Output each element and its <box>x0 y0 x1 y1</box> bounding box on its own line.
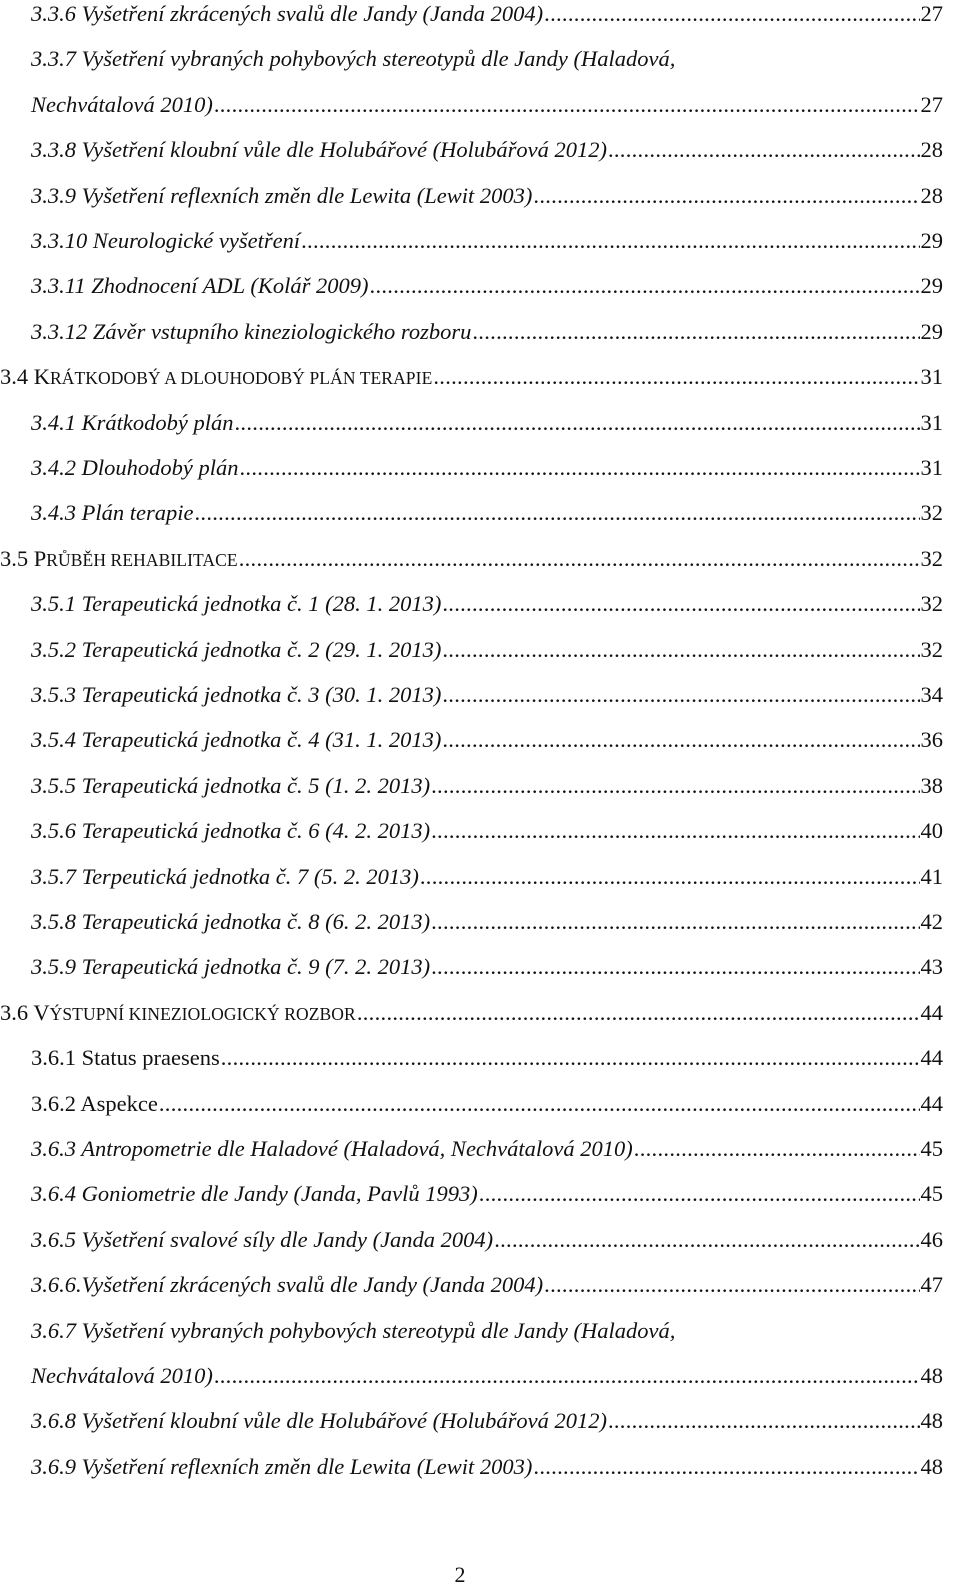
dot-leader <box>214 90 920 120</box>
toc-entry[interactable] <box>31 862 943 892</box>
toc-page-number: 32 <box>920 636 943 662</box>
toc-entry-title: 3.6.9 Vyšetření reflexních změn dle Lewita (Lewit 2003) <box>31 1453 533 1479</box>
toc-page-number: 36 <box>920 727 943 753</box>
toc-page-number: 27 <box>920 1 943 26</box>
section-title-smallcaps: RŮBĚH REHABILITACE <box>46 549 238 570</box>
dot-leader <box>634 1134 920 1164</box>
toc-entry[interactable] <box>31 0 943 29</box>
dot-leader <box>533 181 919 211</box>
toc-entry-title: 3.5.7 Terpeutická jednotka č. 7 (5. 2. 2013) <box>31 863 419 889</box>
dot-leader <box>194 498 919 528</box>
dot-leader <box>431 771 919 801</box>
dot-leader <box>472 317 919 347</box>
toc-entry-title: 3.3.8 Vyšetření kloubní vůle dle Holubářové (Holubářová 2012) <box>31 137 607 163</box>
toc-entry[interactable] <box>31 680 943 710</box>
toc-entry-title <box>0 998 356 1029</box>
section-initial: P <box>33 545 47 571</box>
toc-entry-title: 3.3.10 Neurologické vyšetření <box>31 228 301 253</box>
toc-page-number: 32 <box>920 545 943 571</box>
toc-entry-title: 3.4.1 Krátkodobý plán <box>31 409 234 435</box>
section-title-smallcaps: RÁTKODOBÝ A DLOUHODOBÝ PLÁN TERAPIE <box>50 368 433 389</box>
toc-page-number: 44 <box>920 999 943 1025</box>
toc-entry[interactable] <box>31 907 943 937</box>
toc-entry[interactable] <box>31 1270 943 1300</box>
dot-leader <box>442 725 919 755</box>
toc-entry[interactable] <box>31 952 943 982</box>
toc-entry-title: 3.3.7 Vyšetření vybraných pohybových stereotypů dle Jandy (Haladová, <box>31 46 676 72</box>
toc-entry-title: 3.5.8 Terapeutická jednotka č. 8 (6. 2. 2013) <box>31 909 431 934</box>
toc-page-number: 29 <box>920 273 943 299</box>
page-number: 2 <box>454 1562 466 1587</box>
dot-leader <box>431 907 919 937</box>
toc-page-number: 31 <box>920 364 943 390</box>
toc-entry[interactable] <box>0 544 943 574</box>
toc-entry-title: 3.5.9 Terapeutická jednotka č. 9 (7. 2. 2013) <box>31 954 431 980</box>
toc-entry-title: 3.6.7 Vyšetření vybraných pohybových stereotypů dle Jandy (Haladová, <box>31 1317 676 1343</box>
toc-entry[interactable] <box>31 135 943 165</box>
dot-leader <box>608 135 920 165</box>
toc-entry-title: Nechvátalová 2010) <box>31 91 213 117</box>
toc-entry-title <box>0 544 238 575</box>
section-initial: K <box>33 364 50 390</box>
toc-entry-title: 3.6.3 Antropometrie dle Haladové (Haladová, Nechvátalová 2010) <box>31 1136 633 1161</box>
toc-entry[interactable] <box>0 362 943 392</box>
toc-page-number: 28 <box>920 182 943 208</box>
dot-leader <box>544 0 919 29</box>
toc-page-number: 48 <box>920 1408 943 1434</box>
toc-page-number: 27 <box>920 91 943 117</box>
toc-entry-title: 3.6.8 Vyšetření kloubní vůle dle Holubářové (Holubářová 2012) <box>31 1408 607 1434</box>
dot-leader <box>431 816 919 846</box>
dot-leader <box>221 1043 920 1073</box>
toc-entry[interactable] <box>31 44 943 74</box>
section-title-smallcaps: ÝSTUPNÍ KINEZIOLOGICKÝ ROZBOR <box>49 1003 356 1024</box>
toc-page-number: 45 <box>920 1136 943 1161</box>
toc-page-number: 45 <box>920 1181 943 1207</box>
toc-entry-title: 3.5.1 Terapeutická jednotka č. 1 (28. 1. 2013) <box>31 591 442 617</box>
toc-entry-title: 3.3.12 Závěr vstupního kineziologického rozboru <box>31 318 472 344</box>
dot-leader <box>442 680 919 710</box>
toc-entry[interactable] <box>31 1179 943 1209</box>
toc-page-number: 47 <box>920 1272 943 1298</box>
toc-page-number: 40 <box>920 818 943 844</box>
toc-entry-title: 3.4.3 Plán terapie <box>31 500 194 526</box>
section-number: 3.5 <box>0 545 34 571</box>
toc-page-number: 38 <box>920 772 943 798</box>
toc-entry[interactable] <box>31 317 943 347</box>
dot-leader <box>420 862 920 892</box>
toc-page-number: 29 <box>920 318 943 344</box>
dot-leader <box>159 1089 920 1119</box>
toc-entry[interactable] <box>31 408 943 438</box>
toc-entry[interactable] <box>0 998 943 1028</box>
toc-entry[interactable] <box>31 771 943 801</box>
toc-entry-title: 3.5.3 Terapeutická jednotka č. 3 (30. 1. 2013) <box>31 682 442 707</box>
toc-entry[interactable] <box>31 1225 943 1255</box>
toc-entry[interactable] <box>31 498 943 528</box>
toc-entry[interactable] <box>31 271 943 301</box>
dot-leader <box>239 544 920 574</box>
dot-leader <box>235 408 920 438</box>
toc-page-number: 28 <box>920 137 943 163</box>
toc-entry-title: Nechvátalová 2010) <box>31 1363 213 1388</box>
dot-leader <box>479 1179 920 1209</box>
toc-entry-title: 3.6.5 Vyšetření svalové síly dle Jandy (Janda 2004) <box>31 1226 494 1252</box>
toc-entry[interactable] <box>31 1406 943 1436</box>
toc-page-number: 46 <box>920 1226 943 1252</box>
dot-leader <box>370 271 920 301</box>
dot-leader <box>533 1452 919 1482</box>
toc-entry[interactable] <box>31 589 943 619</box>
toc-entry-title: 3.5.6 Terapeutická jednotka č. 6 (4. 2. 2013) <box>31 818 431 844</box>
toc-entry[interactable] <box>31 181 943 211</box>
toc-entry[interactable] <box>31 1316 943 1346</box>
dot-leader <box>442 589 919 619</box>
dot-leader <box>240 453 920 483</box>
toc-entry[interactable] <box>31 816 943 846</box>
dot-leader <box>442 635 919 665</box>
toc-page-number: 41 <box>920 863 943 889</box>
dot-leader <box>301 226 919 256</box>
toc-entry[interactable] <box>31 90 943 120</box>
toc-page-number: 34 <box>920 682 943 707</box>
toc-entry[interactable] <box>31 725 943 755</box>
toc-entry[interactable] <box>31 1134 943 1164</box>
toc-entry-title: 3.5.2 Terapeutická jednotka č. 2 (29. 1. 2013) <box>31 636 442 662</box>
toc-page-number: 48 <box>920 1363 943 1388</box>
toc-entry-title: 3.6.1 Status praesens <box>31 1045 220 1071</box>
toc-entry[interactable] <box>31 226 943 256</box>
toc-entry-title: 3.4.2 Dlouhodobý plán <box>31 455 239 480</box>
toc-entry[interactable] <box>31 1089 943 1119</box>
dot-leader <box>214 1361 920 1391</box>
toc-page-number: 32 <box>920 500 943 526</box>
dot-leader <box>433 362 919 392</box>
toc-page-number: 31 <box>920 455 943 480</box>
toc-page-number: 32 <box>920 591 943 617</box>
toc-entry[interactable] <box>31 1043 943 1073</box>
toc-entry-title: 3.6.6.Vyšetření zkrácených svalů dle Jandy (Janda 2004) <box>31 1272 544 1298</box>
toc-entry-title: 3.3.9 Vyšetření reflexních změn dle Lewita (Lewit 2003) <box>31 182 533 208</box>
toc-entry[interactable] <box>31 1361 943 1391</box>
toc-entry-title: 3.5.4 Terapeutická jednotka č. 4 (31. 1. 2013) <box>31 727 442 753</box>
toc-entry-title <box>0 362 432 393</box>
toc-page-number: 44 <box>920 1090 943 1116</box>
toc-entry[interactable] <box>31 1452 943 1482</box>
toc-page-number: 44 <box>920 1045 943 1071</box>
toc-entry-title: 3.6.2 Aspekce <box>31 1090 158 1116</box>
toc-entry[interactable] <box>31 635 943 665</box>
toc-entry[interactable] <box>31 453 943 483</box>
toc-page-number: 48 <box>920 1453 943 1479</box>
dot-leader <box>494 1225 919 1255</box>
toc-entry-title: 3.3.6 Vyšetření zkrácených svalů dle Jandy (Janda 2004) <box>31 1 544 26</box>
toc-entry-title: 3.6.4 Goniometrie dle Jandy (Janda, Pavlů 1993) <box>31 1181 478 1207</box>
dot-leader <box>431 952 919 982</box>
section-number: 3.4 <box>0 364 34 390</box>
toc-page-number: 29 <box>920 228 943 253</box>
dot-leader <box>357 998 920 1028</box>
toc-page-number: 31 <box>920 409 943 435</box>
toc-entry-title: 3.3.11 Zhodnocení ADL (Kolář 2009) <box>31 273 369 299</box>
section-initial: V <box>33 999 50 1025</box>
toc-page-number: 43 <box>920 954 943 980</box>
section-number: 3.6 <box>0 999 34 1025</box>
dot-leader <box>544 1270 919 1300</box>
toc-entry-title: 3.5.5 Terapeutická jednotka č. 5 (1. 2. 2013) <box>31 772 431 798</box>
dot-leader <box>608 1406 920 1436</box>
toc-page-number: 42 <box>920 909 943 934</box>
